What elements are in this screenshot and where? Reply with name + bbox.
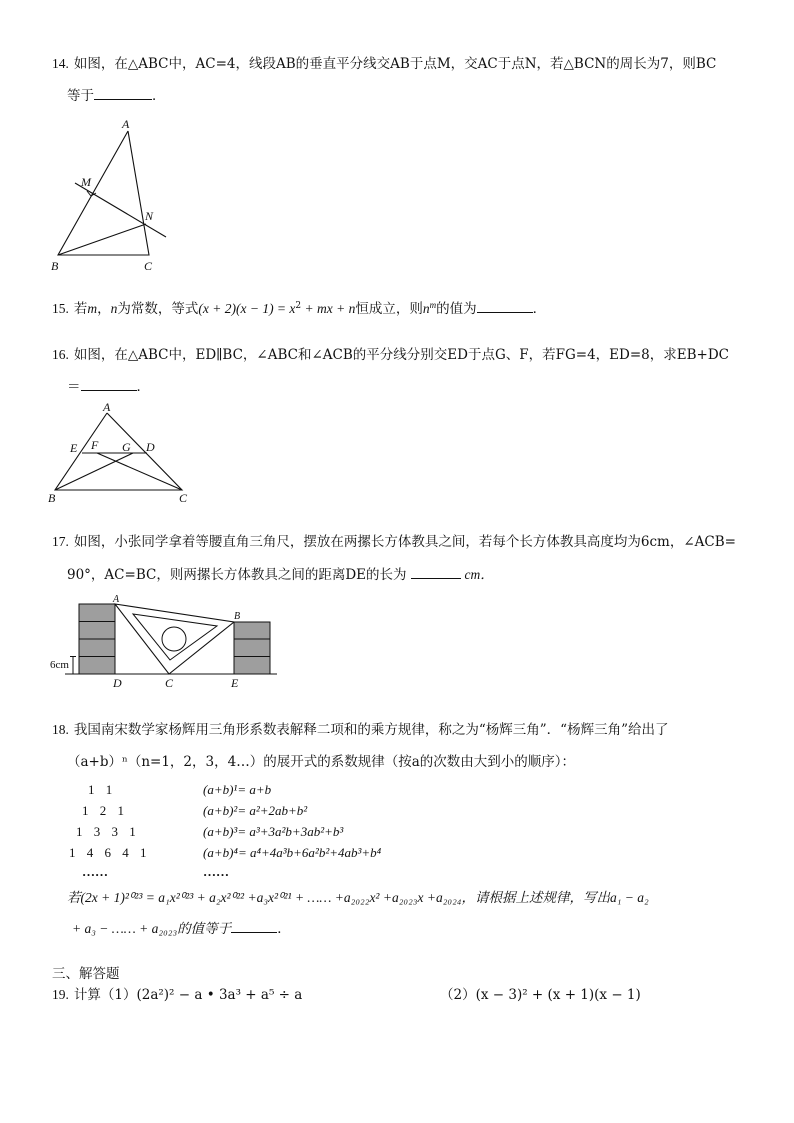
- q16-line2: [67, 376, 150, 397]
- q18-cond-text2: + a₃ − …… + a₂₀₂₃的值等于: [72, 921, 232, 936]
- q14-period: ．: [152, 88, 166, 104]
- q15-n: n: [110, 301, 118, 316]
- triangle-row-2: [82, 803, 124, 819]
- q18-answer-blank[interactable]: [231, 918, 277, 933]
- q15-pow-exp: m: [429, 300, 437, 310]
- expansion-1: (a+b)¹= a+b: [203, 782, 272, 797]
- q16-line1: [52, 345, 729, 365]
- q19-part1-text: 计算（1）(2a²)² − a • 3a³ + a⁵ ÷ a: [73, 987, 303, 1003]
- label-g: G: [122, 440, 131, 454]
- q18-period: ．: [277, 921, 291, 937]
- q15-text-c: 恒成立，则: [355, 301, 423, 317]
- q14-text: 如图，在△ABC中，AC=4，线段AB的垂直平分线交AB于点M，交AC于点N，若△BCN的周长为7，则BC: [73, 56, 717, 72]
- q14-line2: [67, 85, 166, 106]
- q16-period: ．: [136, 379, 150, 395]
- q15-text-a: 若: [73, 301, 88, 317]
- q17-line1: [52, 532, 736, 552]
- q15-answer-blank[interactable]: [477, 298, 533, 313]
- q18-number: 18.: [52, 722, 69, 737]
- coeffs-4: 1 4 6 4 1: [69, 845, 147, 860]
- q18-condition: [67, 888, 649, 908]
- q15-text-b: 为常数，等式: [117, 301, 199, 317]
- q14-number: 14.: [52, 56, 69, 71]
- q15-square: 2: [295, 301, 302, 311]
- q16-answer-blank[interactable]: [81, 376, 137, 391]
- label-6cm: 6cm: [50, 659, 69, 671]
- q17-number: 17.: [52, 534, 69, 549]
- coeffs-1: 1 1: [88, 782, 113, 797]
- triangle-row-1: [88, 782, 112, 798]
- q19-part2-text: （2）(x − 3)² + (x + 1)(x − 1): [440, 987, 641, 1003]
- q17-text: 如图，小张同学拿着等腰直角三角尺，摆放在两摞长方体教具之间，若每个长方体教具高度均为6cm，∠ACB=: [73, 534, 736, 550]
- q14-triangle-figure: [45, 112, 175, 277]
- q15-number: 15.: [52, 301, 69, 316]
- q15-period: ．: [532, 301, 547, 317]
- q15-expr: (x + 2)(x − 1) = x: [198, 301, 296, 316]
- q17-right-stack: [234, 622, 270, 674]
- label-a: A: [113, 594, 120, 605]
- q17-hole: [162, 627, 186, 651]
- q14-text2: 等于: [67, 88, 94, 104]
- q17-unit: cm．: [464, 567, 494, 582]
- q18-line1: [52, 720, 668, 740]
- label-b: B: [48, 491, 56, 505]
- expansion-4: (a+b)⁴= a⁴+4a³b+6a²b²+4ab³+b⁴: [203, 845, 382, 860]
- q16-bisector-b: [55, 453, 133, 490]
- coeffs-2: 1 2 1: [82, 803, 124, 818]
- label-b: B: [234, 611, 241, 622]
- q18-cond-text: 若(2x + 1)²⁰²³ = a₁x²⁰²³ + a₂x²⁰²² +a₃x²⁰²¹ + …… +a₂₀₂₂x² +a₂₀₂₃x +a₂₀₂₄，请根据上述规律，写出a₁ − a₂: [67, 890, 649, 905]
- label-m: M: [81, 175, 91, 189]
- label-e: E: [231, 676, 239, 690]
- triangle-row-3: [76, 824, 136, 840]
- q15-expr2: + mx + n: [301, 301, 356, 316]
- q14-triangle: [58, 131, 149, 255]
- expansion-dots: ……: [203, 864, 229, 879]
- label-e: E: [70, 441, 78, 455]
- q15-sep: ，: [97, 301, 111, 317]
- q14-line1: [52, 54, 716, 74]
- q16-bisector-c: [97, 453, 182, 490]
- coeffs-3: 1 3 3 1: [76, 824, 136, 839]
- q17-line2: [67, 564, 494, 585]
- label-c: C: [144, 259, 153, 273]
- triangle-row-4: [69, 845, 147, 861]
- q16-number: 16.: [52, 347, 69, 362]
- q17-left-stack: [79, 604, 115, 674]
- label-a: A: [103, 400, 111, 414]
- q14-answer-blank[interactable]: [94, 85, 152, 100]
- q15-line: [52, 298, 546, 319]
- label-f: F: [91, 438, 99, 452]
- label-a: A: [122, 117, 130, 131]
- label-c: C: [165, 676, 174, 690]
- triangle-dots: ……: [82, 864, 108, 879]
- label-c: C: [179, 491, 188, 505]
- expansion-2: (a+b)²= a²+2ab+b²: [203, 803, 308, 818]
- q18-text2: （a+b）ⁿ（n=1，2，3，4…）的展开式的系数规律（按a的次数由大到小的顺序）：: [67, 754, 576, 770]
- label-n: N: [145, 209, 154, 223]
- q15-text-d: 的值为: [436, 301, 477, 317]
- q16-eq: ＝: [67, 379, 81, 395]
- q15-pow-base: n: [422, 301, 430, 316]
- q17-set-square-inner: [133, 614, 217, 660]
- q19-number: 19.: [52, 987, 69, 1002]
- expansion-3: (a+b)³= a³+3a²b+3ab²+b³: [203, 824, 344, 839]
- q17-text2: 90°，AC=BC，则两摞长方体教具之间的距离DE的长为: [67, 567, 407, 583]
- q14-segment-bn: [58, 224, 146, 255]
- q17-answer-blank[interactable]: [411, 564, 461, 579]
- q19-part2: [440, 985, 641, 1005]
- section-title: 三、解答题: [52, 966, 120, 982]
- q18-condition2: [72, 918, 291, 939]
- q17-figure: [45, 592, 285, 692]
- q18-text: 我国南宋数学家杨辉用三角形系数表解释二项和的乘方规律，称之为“杨辉三角”．“杨辉三角”给出了: [73, 722, 669, 738]
- q16-triangle-figure: [45, 398, 200, 506]
- q16-text: 如图，在△ABC中，ED∥BC，∠ABC和∠ACB的平分线分别交ED于点G、F，若FG=4，ED=8，求EB+DC: [73, 347, 729, 363]
- label-b: B: [51, 259, 59, 273]
- q19-part1: [52, 985, 302, 1005]
- label-d: D: [146, 440, 155, 454]
- q15-m: m: [87, 301, 98, 316]
- label-d: D: [113, 676, 122, 690]
- q18-line2: [67, 752, 575, 772]
